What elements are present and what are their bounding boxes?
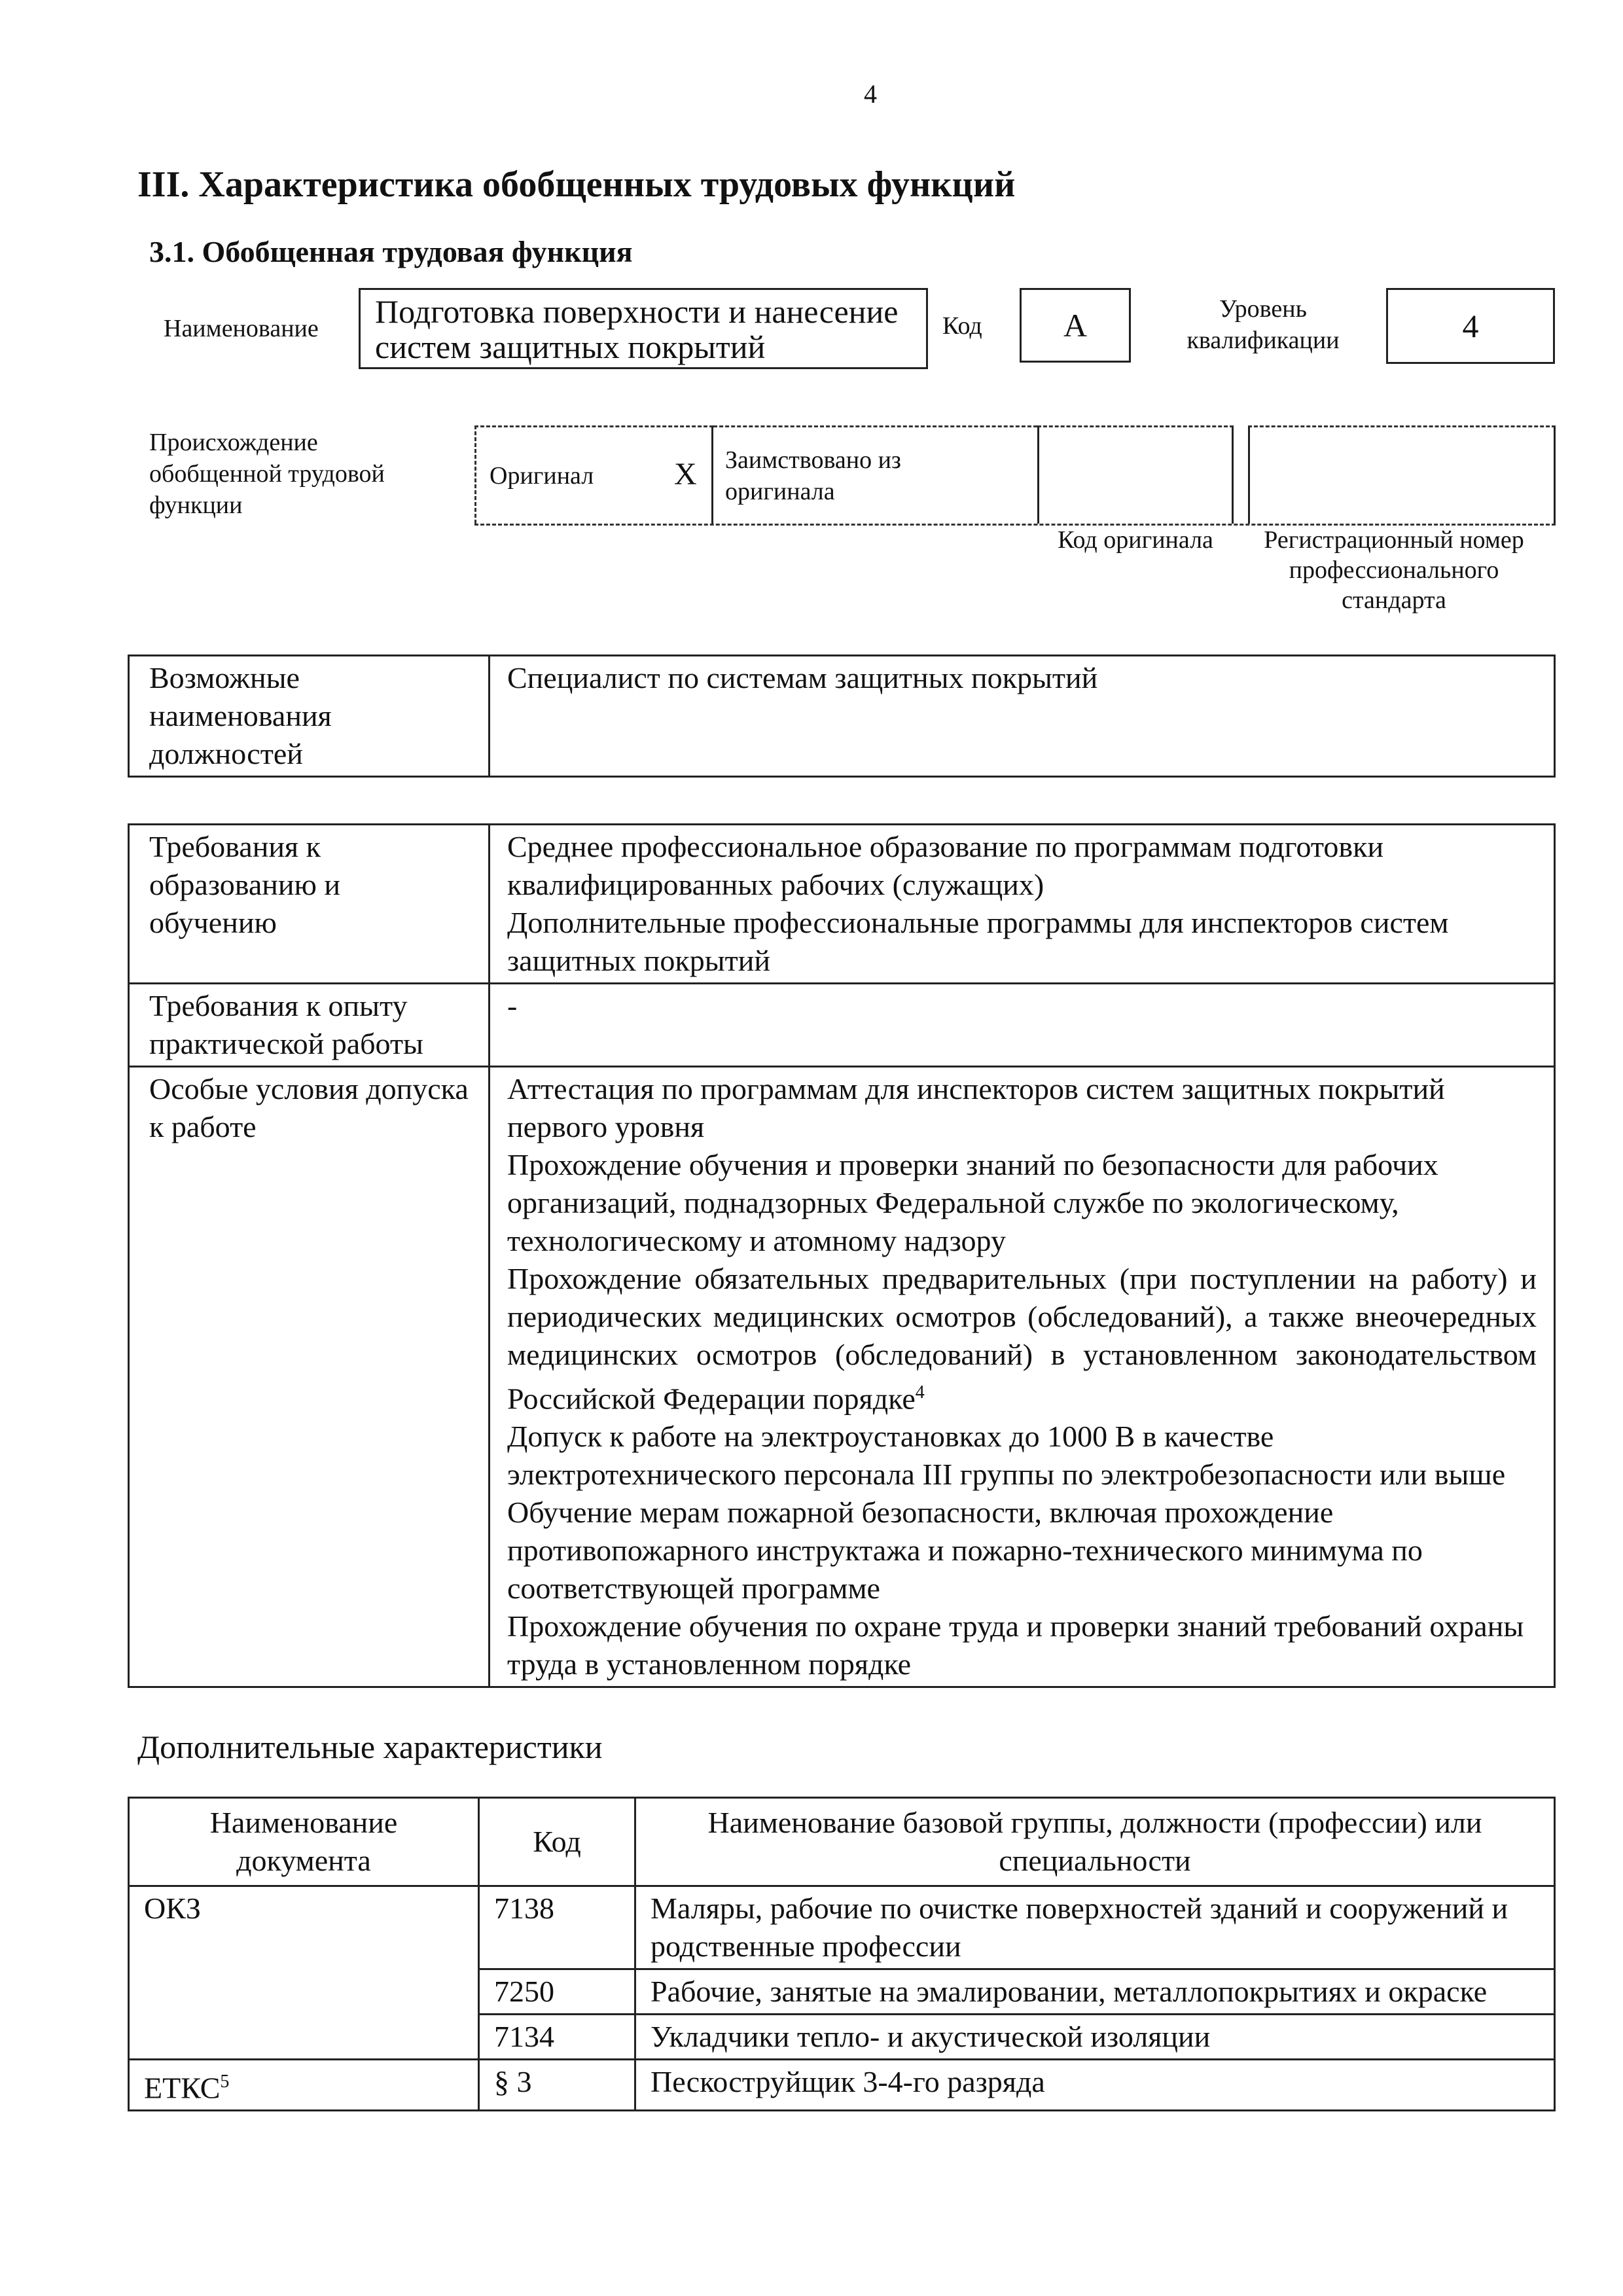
etks-footnote: 5 [220,2072,230,2092]
okz-label: ОКЗ [129,1886,479,2060]
original-label: Оригинал [490,462,594,490]
okz-name: Укладчики тепло- и акустической изоляции [635,2015,1555,2060]
header-doc: Наименование документа [129,1798,479,1886]
origin-grid [474,425,1556,526]
additional-table [128,1797,1556,2111]
admission-line: Прохождение обучения по охране труда и проверки знаний требований охраны труда в установленном порядке [507,1609,1524,1681]
etks-label: ЕТКС$^5$ [129,2060,479,2111]
admission-line: Аттестация по программам для инспекторов систем защитных покрытий первого уровня [507,1072,1445,1143]
footnote-ref: 4 [915,1382,925,1403]
admission-label: Особые условия допуска к работе [129,1067,490,1687]
admission-line: Допуск к работе на электроустановках до 1000 В в качестве электротехнического персонала III группы по электробезопасности или выше [507,1420,1506,1492]
reg-number-caption: Регистрационный номер профессионального стандарта [1264,526,1524,614]
education-label: Требования к образованию и обучению [129,825,490,984]
code-label: Код [942,312,982,340]
origin-original-cell [474,425,713,524]
requirements-table [128,823,1556,1688]
original-code-cell [1037,425,1234,524]
section-title: III. Характеристика обобщенных трудовых функций [137,164,1016,205]
level-box: 4 [1386,288,1555,364]
function-name-box: Подготовка поверхности и нанесение систем защитных покрытий [359,288,928,369]
reg-number-cell [1248,425,1556,524]
experience-value: - [490,984,1555,1067]
education-row [129,825,1555,984]
subsection-title: 3.1. Обобщенная трудовая функция [149,235,633,268]
header-code: Код [479,1798,635,1886]
okz-code: 7134 [479,2015,635,2060]
table-row [129,2060,1555,2111]
experience-row [129,984,1555,1067]
okz-name: Маляры, рабочие по очистке поверхностей зданий и сооружений и родственные профессии [635,1886,1555,1969]
positions-table [128,655,1556,778]
okz-code: 7138 [479,1886,635,1969]
origin-label: Происхождение обобщенной трудовой функции [149,429,385,519]
okz-name: Рабочие, занятые на эмалировании, металлопокрытиях и окраске [635,1969,1555,2015]
admission-line: Обучение мерам пожарной безопасности, включая прохождение противопожарного инструктажа и пожарно-технического минимума по соответствующей программе [507,1496,1423,1605]
origin-borrowed-cell [713,425,1037,524]
positions-label: Возможные наименования должностей [129,656,490,777]
education-line: Дополнительные профессиональные программы для инспекторов систем защитных покрытий [507,906,1449,977]
additional-title: Дополнительные характеристики [137,1729,603,1765]
code-box: А [1020,288,1131,363]
original-mark: X [674,457,697,492]
borrowed-label: Заимствовано из оригинала [725,446,901,505]
level-label: Уровень квалификации [1186,295,1340,354]
original-code-caption: Код оригинала [1058,526,1213,554]
etks-name: Пескоструйщик 3-4-го разряда [635,2060,1555,2111]
experience-label: Требования к опыту практической работы [129,984,490,1067]
additional-header-row [129,1798,1555,1886]
page-number: 4 [864,79,877,109]
positions-value: Специалист по системам защитных покрытий [490,656,1555,777]
admission-line: Прохождение обучения и проверки знаний по безопасности для рабочих организаций, поднадзорных Федеральной службе по экологическому, технологическому и атомному надзору [507,1148,1438,1257]
positions-row [129,656,1555,777]
table-row [129,1886,1555,1969]
admission-line: Прохождение обязательных предварительных (при поступлении на работу) и периодических медицинских осмотров (обследований), а также внеочередных медицинских осмотров (обследований) в установленном законодательством Российской Федерации порядке$^4$ [507,1262,1537,1416]
admission-row [129,1067,1555,1687]
header-group: Наименование базовой группы, должности (профессии) или специальности [635,1798,1555,1886]
etks-code: § 3 [479,2060,635,2111]
okz-code: 7250 [479,1969,635,2015]
education-line: Среднее профессиональное образование по программам подготовки квалифицированных рабочих (служащих) [507,830,1384,901]
name-label: Наименование [164,315,319,342]
